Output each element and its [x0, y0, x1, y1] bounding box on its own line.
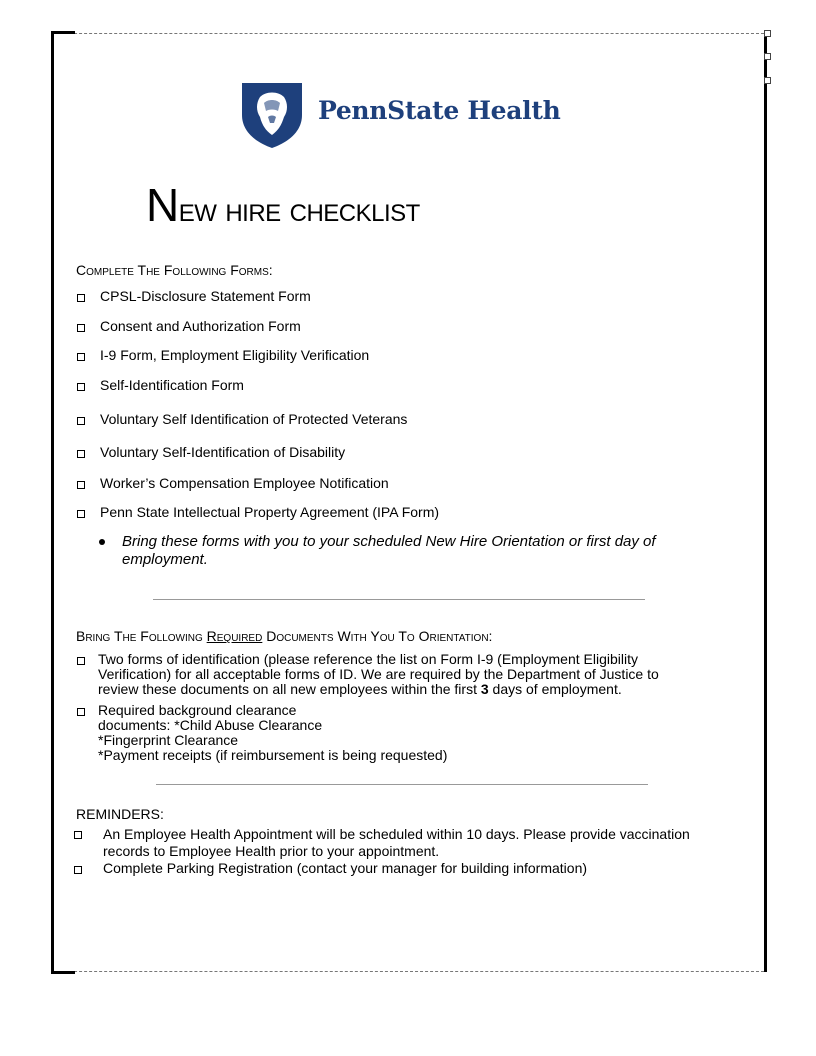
- checkbox[interactable]: [77, 353, 85, 361]
- checkbox[interactable]: [77, 510, 85, 518]
- checkbox[interactable]: [77, 657, 85, 665]
- frame-handle: [764, 77, 771, 84]
- section-divider: [156, 784, 648, 785]
- id-text-end: days of employment.: [488, 681, 622, 697]
- heading-required: Required: [206, 628, 263, 644]
- clearance-line: *Payment receipts (if reimbursement is being requested): [98, 747, 448, 763]
- brand-name: PennState Health: [318, 95, 561, 125]
- frame-top-border: [54, 33, 764, 34]
- frame-corner-mark: [51, 31, 75, 34]
- penn-state-health-logo: [240, 80, 561, 150]
- checkbox[interactable]: [77, 708, 85, 716]
- form-item: CPSL-Disclosure Statement Form: [100, 288, 311, 304]
- id-text: Two forms of identification (please reference the list on Form I-9 (Employment Eligibility Verification) for all acceptable forms of ID. We are required by the Department of Justice to review these documents on all new employees within the first: [98, 651, 659, 697]
- checkbox[interactable]: [77, 481, 85, 489]
- heading-part: Documents With You To Orientation:: [262, 628, 493, 644]
- id-documents-item: [98, 652, 678, 697]
- forms-note: Bring these forms with you to your scheduled New Hire Orientation or first day of employment.: [122, 533, 656, 568]
- checkbox[interactable]: [77, 450, 85, 458]
- form-item: Self-Identification Form: [100, 377, 244, 393]
- form-item: Voluntary Self-Identification of Disability: [100, 444, 346, 460]
- checkbox[interactable]: [77, 324, 85, 332]
- clearance-line: Required background clearance: [98, 702, 297, 718]
- section-divider: [153, 599, 645, 600]
- frame-bottom-border: [54, 971, 764, 972]
- clearance-item: [98, 703, 518, 763]
- form-item: Worker’s Compensation Employee Notification: [100, 475, 389, 491]
- heading-part: Bring The Following: [76, 628, 207, 644]
- frame-handle: [764, 30, 771, 37]
- frame-corner-mark: [51, 971, 75, 974]
- checkbox[interactable]: [77, 294, 85, 302]
- documents-section-heading: [76, 628, 492, 644]
- checkbox[interactable]: [77, 417, 85, 425]
- page-title: [146, 178, 420, 232]
- reminder-item: An Employee Health Appointment will be scheduled within 10 days. Please provide vaccination records to Employee Health prior to your appointment.: [103, 826, 690, 859]
- title-rest: ew hire checklist: [178, 191, 420, 229]
- form-item: Penn State Intellectual Property Agreement (IPA Form): [100, 504, 440, 520]
- clearance-line: *Fingerprint Clearance: [98, 732, 239, 748]
- form-item: Consent and Authorization Form: [100, 318, 301, 334]
- checkbox[interactable]: [74, 866, 82, 874]
- title-first-letter: N: [146, 179, 179, 231]
- reminder-item: Complete Parking Registration (contact your manager for building information): [103, 860, 588, 876]
- nittany-lion-shield-icon: [240, 81, 304, 149]
- form-item: I-9 Form, Employment Eligibility Verification: [100, 347, 370, 363]
- reminders-heading: REMINDERS:: [76, 806, 164, 822]
- forms-section-heading: Complete The Following Forms:: [76, 262, 273, 278]
- clearance-line: documents: *Child Abuse Clearance: [98, 717, 323, 733]
- checkbox[interactable]: [77, 383, 85, 391]
- id-days: 3: [480, 681, 489, 697]
- form-item: Voluntary Self Identification of Protected Veterans: [100, 411, 408, 427]
- frame-handle: [764, 53, 771, 60]
- checkbox[interactable]: [74, 831, 82, 839]
- bullet-icon: [99, 539, 105, 545]
